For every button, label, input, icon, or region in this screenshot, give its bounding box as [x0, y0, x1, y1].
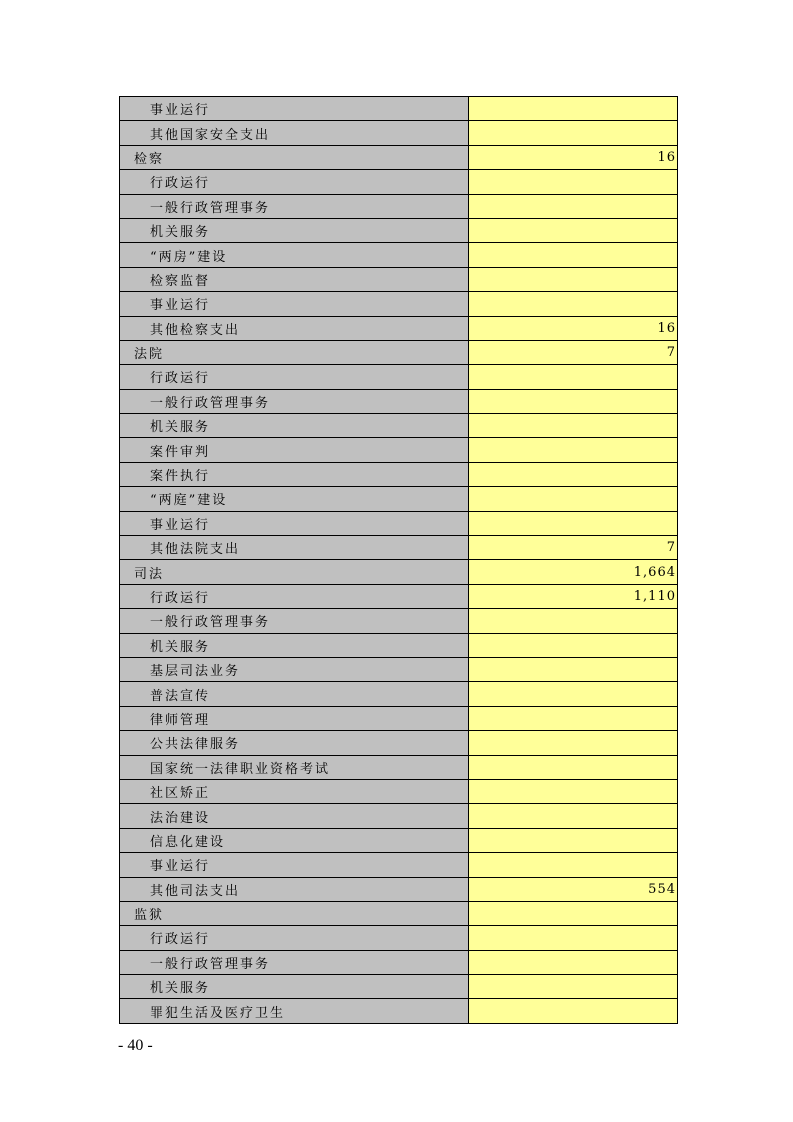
table-row: [120, 487, 678, 511]
item-label: 一般行政管理事务: [120, 609, 469, 633]
table-row: [120, 414, 678, 438]
table-row: [120, 756, 678, 780]
table-row: [120, 536, 678, 560]
amount-cell: [469, 97, 678, 121]
table-row: [120, 585, 678, 609]
amount-cell: [469, 390, 678, 414]
amount-cell: [469, 682, 678, 706]
amount-cell: [469, 999, 678, 1023]
item-label: 国家统一法律职业资格考试: [120, 756, 469, 780]
item-label: 罪犯生活及医疗卫生: [120, 999, 469, 1023]
amount-cell: [469, 853, 678, 877]
table-row: [120, 268, 678, 292]
item-label: 行政运行: [120, 170, 469, 194]
table-row: [120, 219, 678, 243]
amount-cell: [469, 731, 678, 755]
amount-cell: [469, 804, 678, 828]
category-label: 法院: [120, 341, 469, 365]
table-row: [120, 829, 678, 853]
item-label: 律师管理: [120, 707, 469, 731]
amount-cell: 16: [469, 317, 678, 341]
item-label: 事业运行: [120, 97, 469, 121]
amount-cell: [469, 829, 678, 853]
item-label: 机关服务: [120, 219, 469, 243]
amount-cell: [469, 951, 678, 975]
table-row: [120, 512, 678, 536]
amount-cell: [469, 463, 678, 487]
table-row: [120, 463, 678, 487]
table-row: [120, 438, 678, 462]
table-row: [120, 341, 678, 365]
category-label: 司法: [120, 560, 469, 584]
item-label: 公共法律服务: [120, 731, 469, 755]
item-label: 其他国家安全支出: [120, 121, 469, 145]
amount-cell: 1,664: [469, 560, 678, 584]
amount-cell: [469, 292, 678, 316]
item-label: 案件执行: [120, 463, 469, 487]
table-row: [120, 560, 678, 584]
table-row: [120, 390, 678, 414]
amount-cell: 554: [469, 878, 678, 902]
amount-cell: [469, 707, 678, 731]
page-number: - 40 -: [118, 1037, 153, 1054]
item-label: “两庭”建设: [120, 487, 469, 511]
item-label: 事业运行: [120, 853, 469, 877]
item-label: 其他司法支出: [120, 878, 469, 902]
item-label: 基层司法业务: [120, 658, 469, 682]
table-row: [120, 707, 678, 731]
item-label: 机关服务: [120, 414, 469, 438]
amount-cell: [469, 243, 678, 267]
table-row: [120, 634, 678, 658]
item-label: 事业运行: [120, 512, 469, 536]
amount-cell: [469, 365, 678, 389]
table-row: [120, 731, 678, 755]
item-label: 一般行政管理事务: [120, 951, 469, 975]
amount-cell: [469, 438, 678, 462]
amount-cell: [469, 195, 678, 219]
item-label: 一般行政管理事务: [120, 390, 469, 414]
table-row: [120, 170, 678, 194]
table-row: [120, 853, 678, 877]
table-row: [120, 97, 678, 121]
item-label: 普法宣传: [120, 682, 469, 706]
amount-cell: [469, 902, 678, 926]
category-label: 检察: [120, 146, 469, 170]
amount-cell: [469, 609, 678, 633]
table-row: [120, 609, 678, 633]
item-label: 其他检察支出: [120, 317, 469, 341]
item-label: “两房”建设: [120, 243, 469, 267]
item-label: 行政运行: [120, 365, 469, 389]
table-row: [120, 243, 678, 267]
table-row: [120, 975, 678, 999]
table-row: [120, 658, 678, 682]
table-row: [120, 195, 678, 219]
amount-cell: [469, 975, 678, 999]
table-row: [120, 926, 678, 950]
table-row: [120, 317, 678, 341]
table-row: [120, 902, 678, 926]
table-row: [120, 999, 678, 1023]
amount-cell: [469, 780, 678, 804]
item-label: 其他法院支出: [120, 536, 469, 560]
budget-table: [119, 96, 678, 1024]
amount-cell: 16: [469, 146, 678, 170]
table-row: [120, 804, 678, 828]
item-label: 事业运行: [120, 292, 469, 316]
amount-cell: [469, 512, 678, 536]
item-label: 社区矫正: [120, 780, 469, 804]
amount-cell: [469, 658, 678, 682]
item-label: 机关服务: [120, 975, 469, 999]
amount-cell: [469, 487, 678, 511]
table-row: [120, 878, 678, 902]
item-label: 一般行政管理事务: [120, 195, 469, 219]
amount-cell: [469, 756, 678, 780]
item-label: 行政运行: [120, 926, 469, 950]
amount-cell: [469, 634, 678, 658]
amount-cell: 7: [469, 536, 678, 560]
amount-cell: [469, 268, 678, 292]
table-row: [120, 951, 678, 975]
table-row: [120, 682, 678, 706]
table-row: [120, 780, 678, 804]
table-row: [120, 121, 678, 145]
item-label: 检察监督: [120, 268, 469, 292]
item-label: 信息化建设: [120, 829, 469, 853]
table-row: [120, 365, 678, 389]
amount-cell: [469, 121, 678, 145]
amount-cell: 7: [469, 341, 678, 365]
amount-cell: [469, 926, 678, 950]
item-label: 机关服务: [120, 634, 469, 658]
item-label: 案件审判: [120, 438, 469, 462]
amount-cell: [469, 414, 678, 438]
amount-cell: [469, 219, 678, 243]
category-label: 监狱: [120, 902, 469, 926]
amount-cell: 1,110: [469, 585, 678, 609]
item-label: 行政运行: [120, 585, 469, 609]
table-row: [120, 292, 678, 316]
table-row: [120, 146, 678, 170]
amount-cell: [469, 170, 678, 194]
item-label: 法治建设: [120, 804, 469, 828]
